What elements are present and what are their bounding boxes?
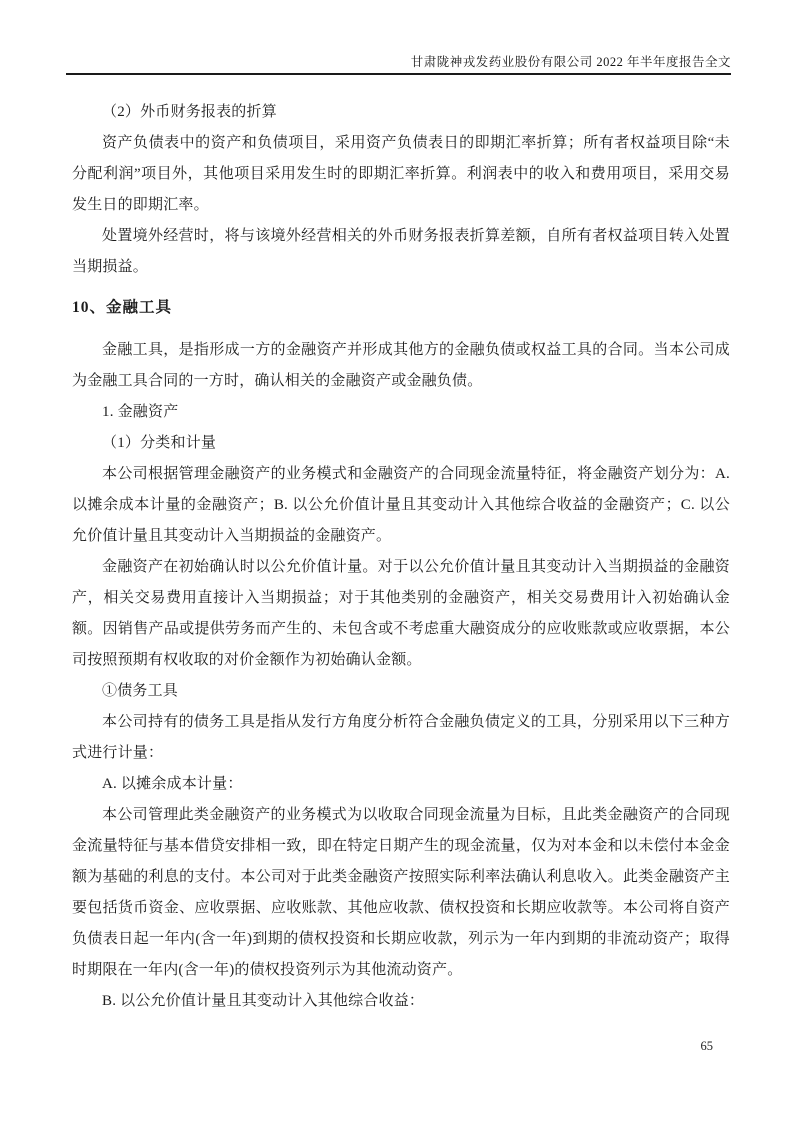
paragraph-debt-instruments-measurement-methods: 本公司持有的债务工具是指从发行方角度分析符合金融负债定义的工具，分别采用以下三种方式进行计量： [72,714,730,761]
document-body [72,97,730,1017]
subheading-financial-assets: 1. 金融资产 [102,404,179,420]
paragraph-initial-recognition-fair-value: 金融资产在初始确认时以公允价值计量。对于以公允价值计量且其变动计入当期损益的金融资产，相关交易费用直接计入当期损益；对于其他类别的金融资产，相关交易费用计入初始确认金额。因销售产品或提供劳务而产生的、未包含或不考虑重大融资成分的应收账款或应收票据，本公司按照预期有权收取的对价金额作为初始确认金额。 [72,559,730,668]
page-number: 65 [700,1039,713,1053]
subheading-fvoci: B. 以公允价值计量且其变动计入其他综合收益： [102,993,425,1009]
paragraph-balance-sheet-translation: 资产负债表中的资产和负债项目，采用资产负债表日的即期汇率折算；所有者权益项目除“未分配利润”项目外，其他项目采用发生时的即期汇率折算。利润表中的收入和费用项目，采用交易发生日的即期汇率。 [72,135,730,213]
paragraph-financial-instruments-definition: 金融工具，是指形成一方的金融资产并形成其他方的金融负债或权益工具的合同。当本公司成为金融工具合同的一方时，确认相关的金融资产或金融负债。 [72,342,730,389]
report-title: 甘肃陇神戎发药业股份有限公司 2022 年半年度报告全文 [410,55,731,69]
subheading-classification-and-measurement: （1）分类和计量 [102,435,217,451]
page-header [66,52,731,70]
paragraph-amortized-cost-business-model: 本公司管理此类金融资产的业务模式为以收取合同现金流量为目标，且此类金融资产的合同现金流量特征与基本借贷安排相一致，即在特定日期产生的现金流量，仅为对本金和以未偿付本金金额为基础的利息的支付。本公司对于此类金融资产按照实际利率法确认利息收入。此类金融资产主要包括货币资金、应收票据、应收账款、其他应收款、债权投资和长期应收款等。本公司将自资产负债表日起一年内(含一年)到期的债权投资和长期应收款，列示为一年内到期的非流动资产；取得时期限在一年内(含一年)的债权投资列示为其他流动资产。 [72,807,730,978]
subheading-amortized-cost: A. 以摊余成本计量： [102,776,243,792]
header-rule [66,73,731,75]
subheading-foreign-currency-statement-translation: （2）外币财务报表的折算 [102,104,277,120]
paragraph-disposal-of-overseas-operations: 处置境外经营时，将与该境外经营相关的外币财务报表折算差额，自所有者权益项目转入处置当期损益。 [72,228,730,275]
section-heading-financial-instruments: 10、金融工具 [72,299,173,316]
paragraph-asset-classification: 本公司根据管理金融资产的业务模式和金融资产的合同现金流量特征，将金融资产划分为：A. 以摊余成本计量的金融资产；B. 以公允价值计量且其变动计入其他综合收益的金融资产；C. 以公允价值计量且其变动计入当期损益的金融资产。 [72,466,730,544]
subheading-debt-instruments: ①债务工具 [102,683,179,699]
